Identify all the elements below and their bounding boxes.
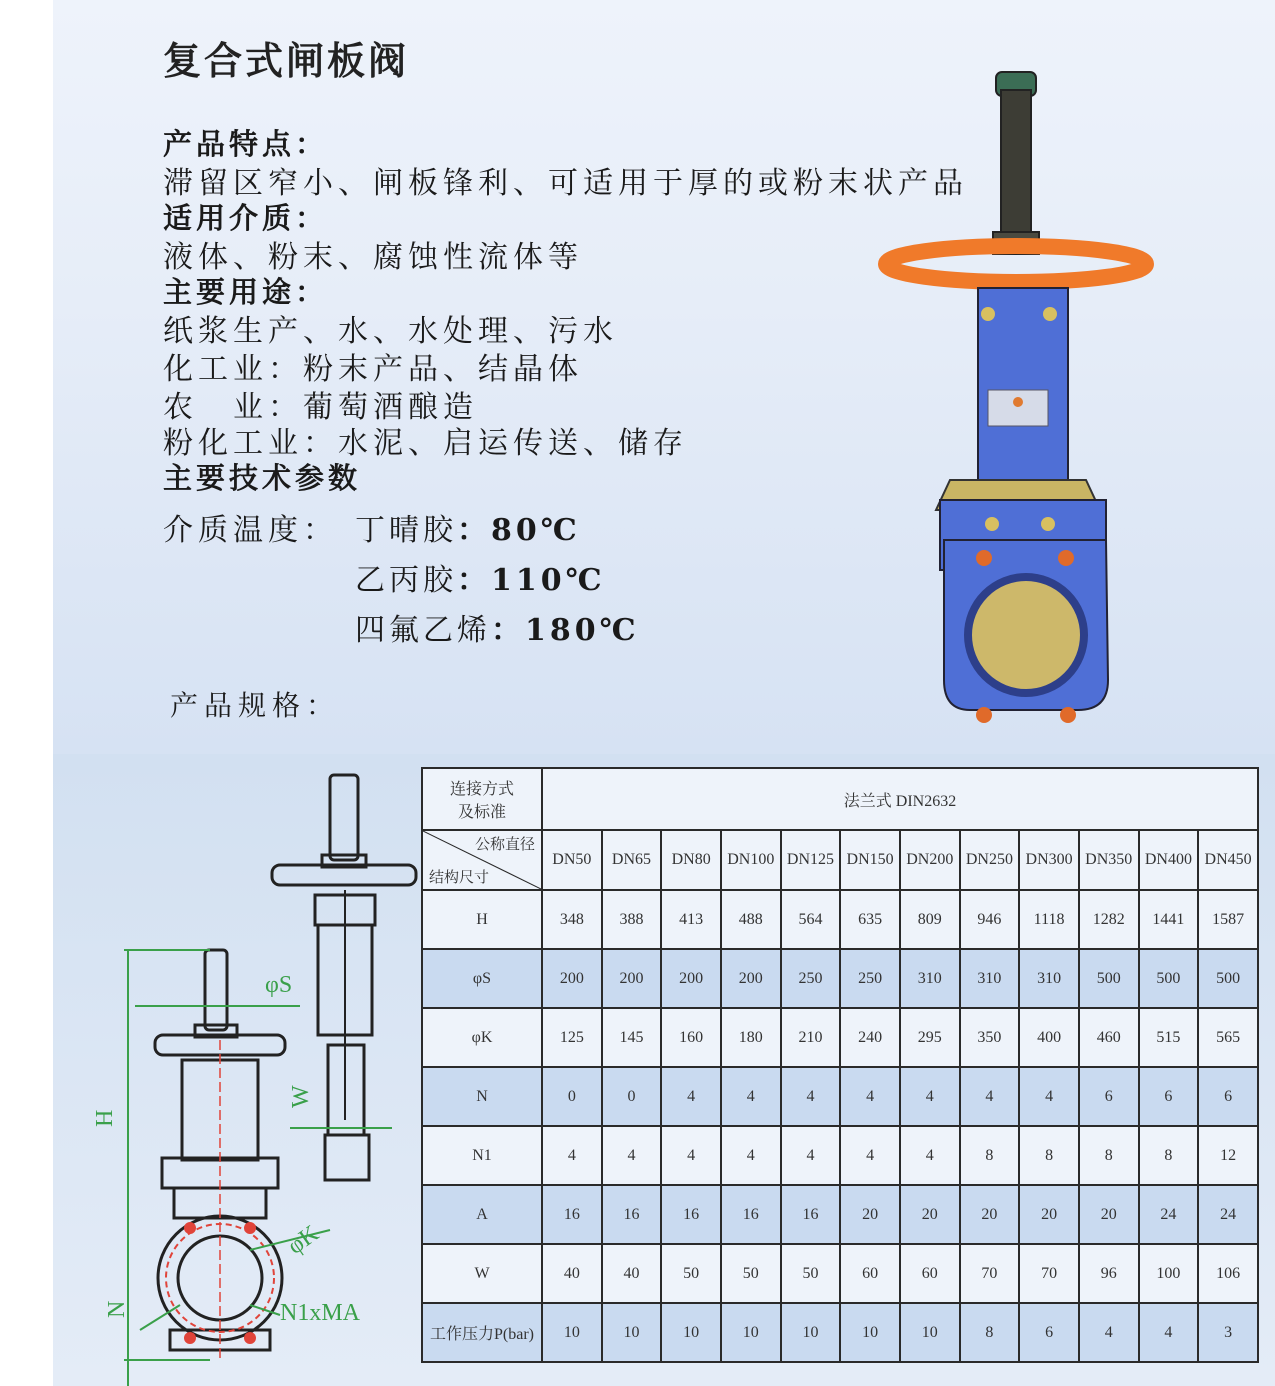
row-label: 工作压力P(bar) [422,1303,542,1362]
temp-material: 丁晴胶 [355,513,457,548]
temp-row: 乙丙胶：110℃ [355,563,606,598]
table-row [422,1244,1258,1303]
table-cell: 240 [840,1008,900,1067]
table-cell: 6 [1139,1067,1199,1126]
column-header: DN125 [781,830,841,890]
connection-value: 法兰式 DIN2632 [542,768,1258,830]
table-row [422,1126,1258,1185]
table-cell: 0 [602,1067,662,1126]
features-text: 滞留区窄小、闸板锋利、可适用于厚的或粉末状产品 [163,166,968,201]
table-cell: 70 [960,1244,1020,1303]
table-cell: 4 [542,1126,602,1185]
column-header: DN350 [1079,830,1139,890]
table-cell: 400 [1019,1008,1079,1067]
table-row [422,1185,1258,1244]
table-cell: 125 [542,1008,602,1067]
column-header: DN400 [1139,830,1199,890]
table-cell: 4 [1079,1303,1139,1362]
table-cell: 24 [1198,1185,1258,1244]
table-cell: 8 [1019,1126,1079,1185]
valve-photo [880,60,1170,750]
table-cell: 4 [900,1126,960,1185]
row-label: W [422,1244,542,1303]
table-cell: 500 [1079,949,1139,1008]
table-row [422,949,1258,1008]
table-cell: 4 [721,1126,781,1185]
table-cell: 515 [1139,1008,1199,1067]
table-cell: 20 [900,1185,960,1244]
features-heading: 产品特点： [163,127,329,161]
table-cell: 12 [1198,1126,1258,1185]
table-cell: 500 [1198,949,1258,1008]
table-cell: 8 [1139,1126,1199,1185]
table-cell: 635 [840,890,900,949]
table-cell: 4 [781,1126,841,1185]
table-row [422,1067,1258,1126]
column-header: DN150 [840,830,900,890]
table-cell: 4 [900,1067,960,1126]
table-cell: 40 [602,1244,662,1303]
side-view [272,775,416,1180]
table-cell: 16 [602,1185,662,1244]
front-view [155,950,285,1350]
table-cell: 809 [900,890,960,949]
table-cell: 310 [1019,949,1079,1008]
table-cell: 200 [661,949,721,1008]
temp-value: 110℃ [491,563,606,598]
table-cell: 6 [1019,1303,1079,1362]
media-text: 液体、粉末、腐蚀性流体等 [163,240,583,275]
temp-row: 四氟乙烯：180℃ [355,613,640,648]
table-cell: 50 [781,1244,841,1303]
table-cell: 16 [781,1185,841,1244]
column-header: DN450 [1198,830,1258,890]
table-cell: 10 [721,1303,781,1362]
table-cell: 16 [721,1185,781,1244]
table-cell: 8 [960,1126,1020,1185]
spec-label: 产品规格： [170,689,341,722]
handwheel-icon [886,246,1146,282]
table-cell: 4 [1019,1067,1079,1126]
use-item: 粉化工业：水泥、启运传送、储存 [163,426,688,461]
table-cell: 16 [542,1185,602,1244]
temp-material: 四氟乙烯 [355,613,491,648]
column-header: DN65 [602,830,662,890]
technical-drawing [92,770,420,1370]
table-cell: 250 [840,949,900,1008]
table-cell: 6 [1198,1067,1258,1126]
table-cell: 500 [1139,949,1199,1008]
column-header: DN250 [960,830,1020,890]
table-cell: 10 [900,1303,960,1362]
table-cell: 8 [1079,1126,1139,1185]
table-row [422,890,1258,949]
table-cell: 488 [721,890,781,949]
table-cell: 6 [1079,1067,1139,1126]
table-cell: 60 [840,1244,900,1303]
temp-value: 180℃ [525,613,640,648]
column-header: DN300 [1019,830,1079,890]
table-cell: 20 [1079,1185,1139,1244]
temp-value: 80℃ [491,513,581,548]
table-row [422,1303,1258,1362]
use-item: 纸浆生产、水、水处理、污水 [163,314,618,349]
table-cell: 10 [840,1303,900,1362]
column-header: DN80 [661,830,721,890]
column-header: DN50 [542,830,602,890]
table-cell: 1441 [1139,890,1199,949]
table-cell: 310 [960,949,1020,1008]
table-cell: 565 [1198,1008,1258,1067]
table-cell: 295 [900,1008,960,1067]
table-cell: 946 [960,890,1020,949]
corner-cell [422,830,542,890]
label-phi-s: φS [265,972,293,998]
column-header: DN200 [900,830,960,890]
table-cell: 40 [542,1244,602,1303]
table-cell: 70 [1019,1244,1079,1303]
table-cell: 4 [840,1126,900,1185]
valve-disc [968,577,1084,693]
table-cell: 3 [1198,1303,1258,1362]
table-cell: 50 [721,1244,781,1303]
table-cell: 4 [960,1067,1020,1126]
table-cell: 200 [602,949,662,1008]
temp-material: 乙丙胶 [355,563,457,598]
table-cell: 145 [602,1008,662,1067]
structure-label: 结构尺寸 [429,870,490,886]
table-cell: 20 [840,1185,900,1244]
uses-heading: 主要用途： [163,275,329,309]
table-cell: 0 [542,1067,602,1126]
table-cell: 200 [721,949,781,1008]
use-item: 化工业：粉末产品、结晶体 [163,352,583,387]
label-n1xma: N1xMA [280,1300,361,1326]
table-cell: 16 [661,1185,721,1244]
table-cell: 20 [1019,1185,1079,1244]
connection-header: 连接方式 及标准 [422,768,542,830]
table-cell: 460 [1079,1008,1139,1067]
table-cell: 100 [1139,1244,1199,1303]
column-header: DN100 [721,830,781,890]
table-cell: 106 [1198,1244,1258,1303]
table-cell: 4 [781,1067,841,1126]
table-cell: 310 [900,949,960,1008]
table-cell: 180 [721,1008,781,1067]
label-h: H [92,1109,118,1127]
use-item: 农 业：葡萄酒酿造 [163,390,478,425]
table-cell: 4 [1139,1303,1199,1362]
table-cell: 250 [781,949,841,1008]
table-cell: 20 [960,1185,1020,1244]
table-cell: 10 [542,1303,602,1362]
table-cell: 388 [602,890,662,949]
temp-row: 丁晴胶：80℃ [355,513,581,548]
temp-label: 介质温度： [163,513,338,548]
table-cell: 60 [900,1244,960,1303]
label-phi-k: φK [283,1220,324,1260]
table-cell: 160 [661,1008,721,1067]
table-cell: 4 [661,1067,721,1126]
table-cell: 10 [661,1303,721,1362]
table-row [422,1008,1258,1067]
table-cell: 348 [542,890,602,949]
row-label: N [422,1067,542,1126]
page-title: 复合式闸板阀 [163,39,410,83]
table-cell: 200 [542,949,602,1008]
table-row [422,768,1258,830]
table-cell: 10 [781,1303,841,1362]
stem [1001,90,1031,240]
row-label: φS [422,949,542,1008]
table-cell: 413 [661,890,721,949]
label-w: W [288,1085,314,1108]
table-row [422,830,1258,890]
table-cell: 210 [781,1008,841,1067]
table-cell: 50 [661,1244,721,1303]
row-label: φK [422,1008,542,1067]
tech-heading: 主要技术参数 [163,461,362,495]
table-cell: 564 [781,890,841,949]
table-cell: 96 [1079,1244,1139,1303]
nominal-label: 公称直径 [474,837,535,853]
media-heading: 适用介质： [163,201,329,235]
table-cell: 350 [960,1008,1020,1067]
table-cell: 4 [602,1126,662,1185]
table-cell: 1282 [1079,890,1139,949]
table-cell: 24 [1139,1185,1199,1244]
spec-table [421,767,1259,1363]
table-cell: 10 [602,1303,662,1362]
row-label: N1 [422,1126,542,1185]
label-n: N [104,1300,130,1318]
table-cell: 4 [661,1126,721,1185]
table-cell: 8 [960,1303,1020,1362]
nameplate [988,390,1048,426]
row-label: H [422,890,542,949]
table-cell: 4 [840,1067,900,1126]
table-cell: 4 [721,1067,781,1126]
table-cell: 1587 [1198,890,1258,949]
row-label: A [422,1185,542,1244]
table-cell: 1118 [1019,890,1079,949]
